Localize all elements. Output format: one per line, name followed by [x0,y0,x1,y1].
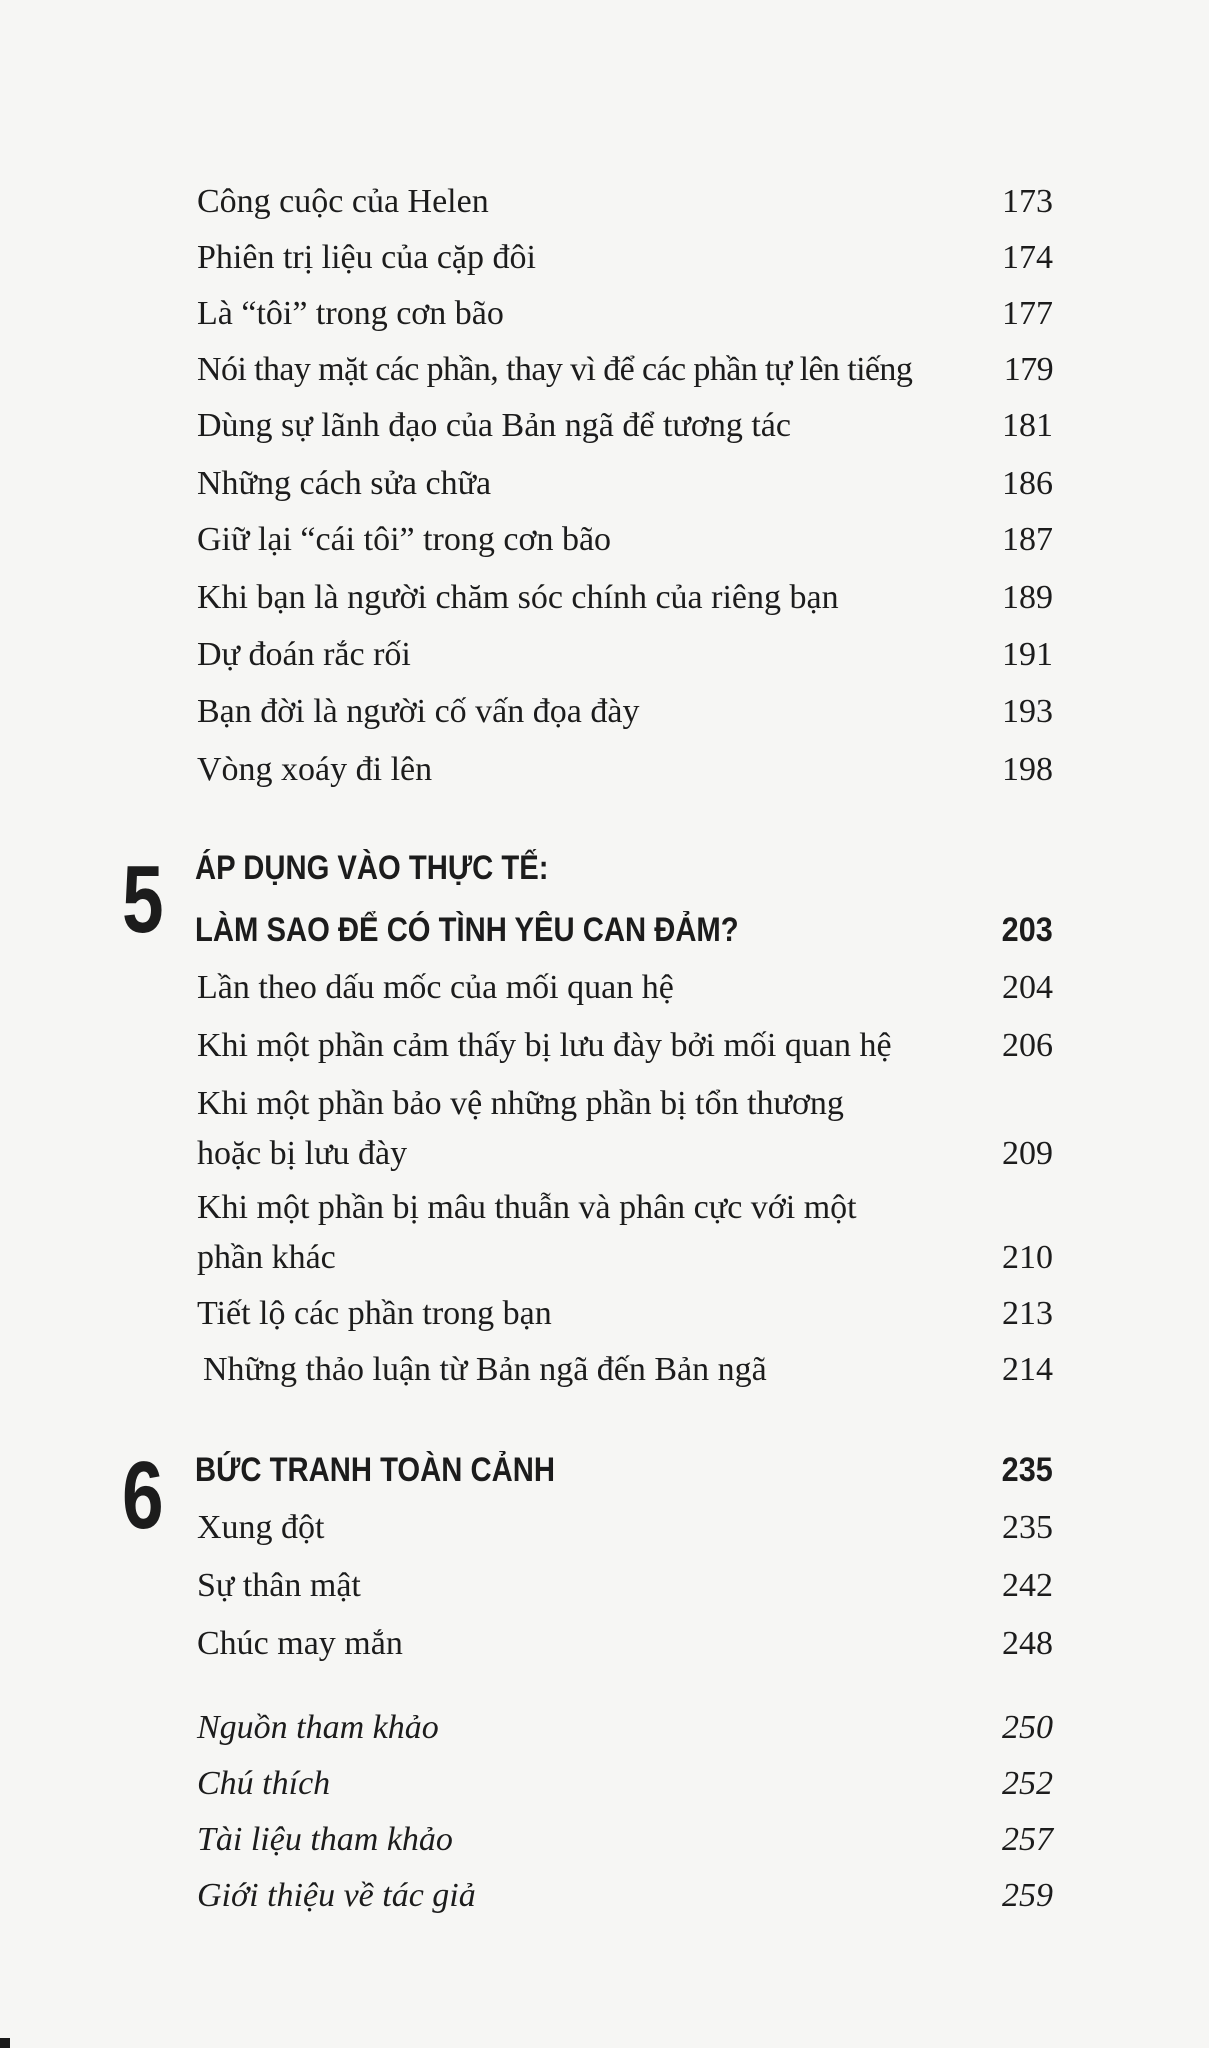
entry-page: 186 [1002,465,1053,502]
toc-entry [197,1134,1053,1174]
toc-entry [197,968,1053,1008]
toc-entry [197,238,1053,278]
entry-page: 248 [1002,1625,1053,1662]
entry-title: Công cuộc của Helen [197,183,489,220]
entry-page: 242 [1002,1567,1053,1604]
entry-page: 189 [1002,579,1053,616]
entry-title: Lần theo dấu mốc của mối quan hệ [197,969,674,1006]
entry-page: 214 [1002,1351,1053,1388]
entry-page: 179 [1003,351,1053,388]
toc-entry [197,1294,1053,1334]
entry-page: 252 [1002,1765,1053,1802]
toc-entry [197,635,1053,675]
entry-title-line1: Khi một phần bị mâu thuẫn và phân cực với một [197,1189,857,1226]
entry-title: Dùng sự lãnh đạo của Bản ngã để tương tác [197,407,791,444]
entry-title: Khi bạn là người chăm sóc chính của riêng bạn [197,579,839,616]
chapter-page: 235 [1001,1451,1053,1489]
entry-title: Phiên trị liệu của cặp đôi [197,239,536,276]
entry-title: Chú thích [197,1765,331,1802]
toc-entry [197,578,1053,618]
entry-title: Tài liệu tham khảo [197,1821,453,1858]
entry-title: Tiết lộ các phần trong bạn [197,1295,552,1332]
toc-entry [197,350,1053,390]
entry-page: 198 [1002,751,1053,788]
chapter-page: 203 [1001,911,1053,949]
entry-page: 250 [1002,1709,1053,1746]
entry-title: Vòng xoáy đi lên [197,751,433,788]
entry-page: 174 [1002,239,1053,276]
entry-title: Chúc may mắn [197,1625,403,1662]
entry-title: Bạn đời là người cố vấn đọa đày [197,693,640,730]
toc-entry [197,406,1053,446]
entry-title: Sự thân mật [197,1567,361,1604]
entry-title-line2: phần khác [197,1239,336,1276]
entry-title: Là “tôi” trong cơn bão [197,295,504,332]
toc-entry [197,692,1053,732]
entry-page: 187 [1002,521,1053,558]
toc-entry-back-matter [197,1820,1053,1860]
chapter-title: BỨC TRANH TOÀN CẢNH [195,1451,555,1489]
chapter-title-line2: LÀM SAO ĐỂ CÓ TÌNH YÊU CAN ĐẢM? [195,911,739,949]
toc-entry-back-matter [197,1876,1053,1916]
toc-entry [197,1238,1053,1278]
chapter-number: 6 [122,1442,164,1549]
entry-page: 210 [1002,1239,1053,1276]
entry-title: Nguồn tham khảo [197,1709,439,1746]
entry-page: 257 [1002,1821,1053,1858]
entry-page: 173 [1002,183,1053,220]
toc-entry [203,1350,1053,1390]
toc-entry [197,294,1053,334]
entry-page: 191 [1002,636,1053,673]
entry-page: 204 [1002,969,1053,1006]
toc-entry [197,1026,1053,1066]
entry-page: 209 [1002,1135,1053,1172]
toc-entry [197,750,1053,790]
entry-title: Giữ lại “cái tôi” trong cơn bão [197,521,612,558]
chapter-number: 5 [122,846,164,953]
entry-title: Nói thay mặt các phần, thay vì để các phần tự lên tiếng [197,351,913,388]
toc-entry [197,1566,1053,1606]
entry-title: Giới thiệu về tác giả [197,1877,476,1914]
entry-title: Dự đoán rắc rối [197,636,411,673]
toc-entry [197,1624,1053,1664]
toc-entry [197,520,1053,560]
toc-entry [197,1508,1053,1548]
entry-page: 235 [1002,1509,1053,1546]
entry-page: 259 [1002,1877,1053,1914]
entry-title: Những thảo luận từ Bản ngã đến Bản ngã [203,1351,767,1388]
entry-page: 177 [1002,295,1053,332]
toc-entry [197,182,1053,222]
entry-title: Những cách sửa chữa [197,465,492,502]
entry-title-line2: hoặc bị lưu đày [197,1135,408,1172]
chapter-title-line1: ÁP DỤNG VÀO THỰC TẾ: [195,849,549,887]
entry-title: Xung đột [197,1509,325,1546]
entry-title: Khi một phần cảm thấy bị lưu đày bởi mối quan hệ [197,1027,892,1064]
entry-title-line1: Khi một phần bảo vệ những phần bị tổn thương [197,1085,844,1122]
entry-page: 213 [1002,1295,1053,1332]
page-edge-shadow [0,2038,10,2048]
entry-page: 181 [1002,407,1053,444]
entry-page: 193 [1002,693,1053,730]
entry-page: 206 [1002,1027,1053,1064]
toc-entry-back-matter [197,1764,1053,1804]
toc-entry [197,464,1053,504]
toc-entry-back-matter [197,1708,1053,1748]
